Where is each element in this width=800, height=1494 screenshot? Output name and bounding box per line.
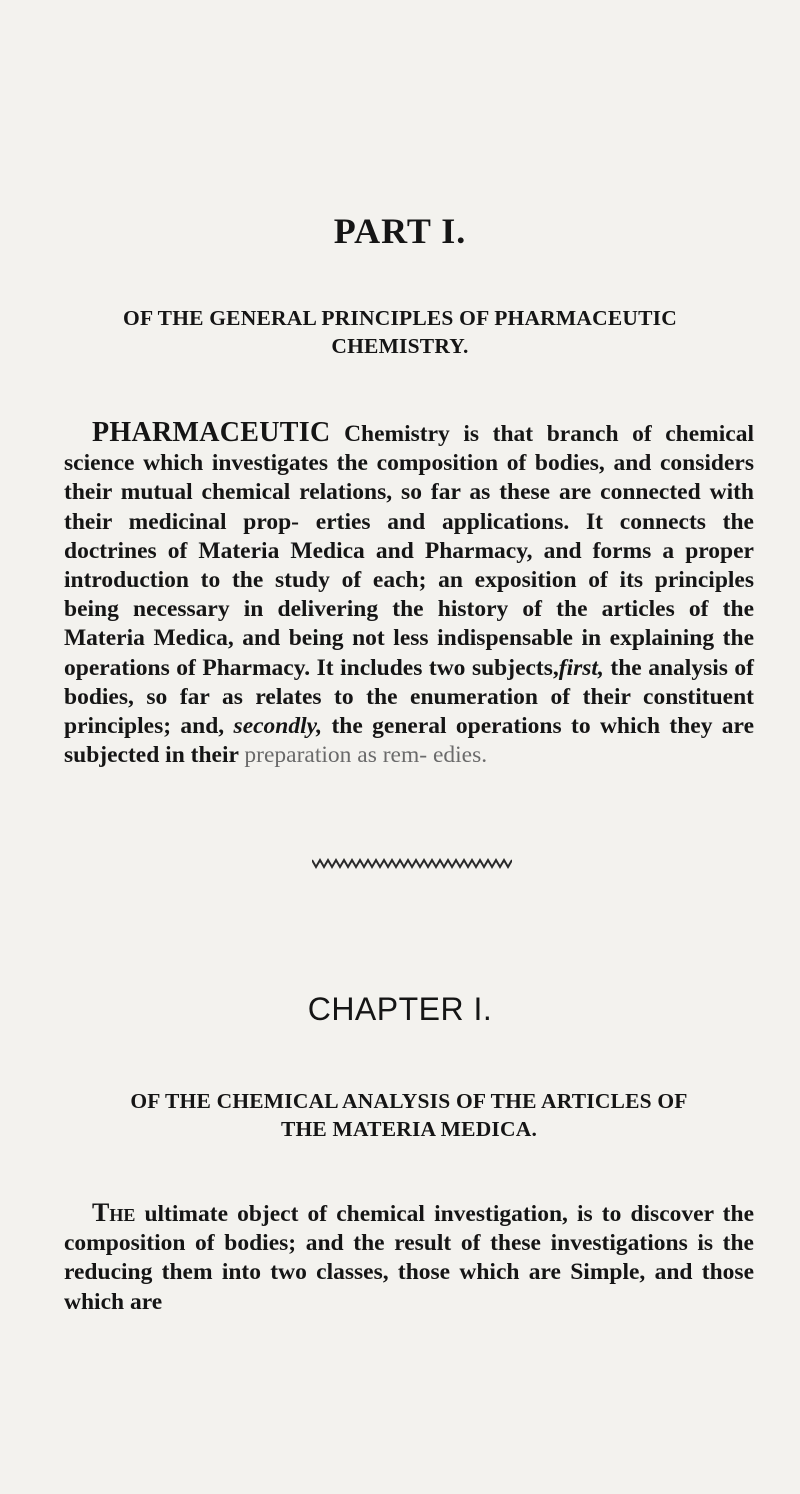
intro-text-d: preparation as rem- edies. xyxy=(244,742,488,769)
chapter-paragraph xyxy=(64,1198,754,1317)
intro-text-b: the analysis of bodies, so far as relates to the enumeration of their constituent principles; and, xyxy=(64,654,754,740)
part-subtitle xyxy=(70,304,730,360)
intro-text-c: the general operations to which they are subjected in their xyxy=(64,713,754,769)
chapter-title: CHAPTER I. xyxy=(307,991,493,1027)
part-subtitle-line-2: CHEMISTRY. xyxy=(331,334,469,358)
chapter-subtitle-line-1: OF THE CHEMICAL ANALYSIS OF THE ARTICLES OF xyxy=(130,1089,688,1113)
intro-lead-word: PHARMACEUTIC xyxy=(92,417,331,448)
chapter-subtitle xyxy=(64,1087,754,1143)
chapter-subtitle-line-2: THE MATERIA MEDICA. xyxy=(280,1117,538,1141)
chapter-lead-word: The xyxy=(92,1198,136,1227)
intro-text-a: Chemistry is that branch of chemical science which investigates the composition of bodies, and considers their mutual chemical relations, so far as these are connected with their medicinal prop- erties and applications. It connects the doctrines of Materia Medica and Pharmacy, and forms a proper introduction to the study of each; an exposition of its principles being necessary in delivering the history of the articles of the Materia Medica, and being not less indispensable in explaining the operations of Pharmacy. It includes two subjects, xyxy=(64,421,754,681)
part-subtitle-line-1: OF THE GENERAL PRINCIPLES OF PHARMACEUTIC xyxy=(123,306,677,330)
chapter-paragraph-text: ultimate object of chemical investigation, is to discover the composition of bodies; and the result of these investigations is the reducing them into two classes, those which are Simple, and those which are xyxy=(64,1201,754,1315)
intro-first-word: first, xyxy=(558,654,604,681)
intro-second-word: secondly, xyxy=(233,713,323,740)
wavy-divider-ornament xyxy=(312,856,512,870)
intro-paragraph xyxy=(64,418,754,770)
part-title: PART I. xyxy=(333,211,467,251)
